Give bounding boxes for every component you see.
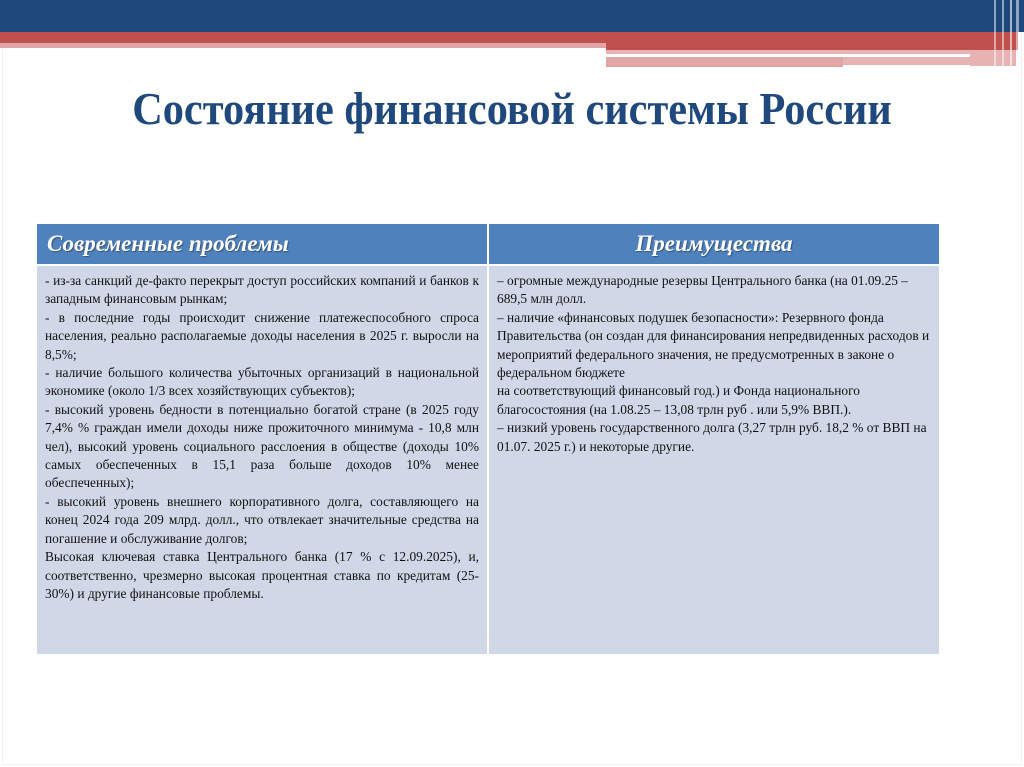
slide-title: Состояние финансовой системы России	[132, 83, 892, 134]
problem-item: - высокий уровень внешнего корпоративного долга, составляющего на конец 2024 года 209 млрд. долл., что отвлекает значительные средства на погашение и обслуживание долгов;	[45, 493, 479, 546]
problem-item: - наличие большого количества убыточных организаций в национальной экономике (около 1/3 всех хозяйствующих субъектов);	[45, 365, 479, 399]
advantage-item: – огромные международные резервы Центрального банка (на 01.09.25 – 689,5 млн долл.	[497, 273, 908, 307]
comparison-table	[35, 222, 941, 656]
advantage-item: – наличие «финансовых подушек безопасности»: Резервного фонда Правительства (он создан для финансирования непредвиденных расходов и мероприятий федерального значения, не предусмотренных в законе о федеральном бюджете	[497, 309, 930, 381]
problem-item: - из-за санкций де-факто перекрыт доступ российских компаний и банков к западным финансовым рынкам;	[45, 273, 479, 307]
problem-item: Высокая ключевая ставка Центрального банка (17 % с 12.09.2025), и, соответственно, чрезмерно высокая процентная ставка по кредитам (25-30%) и другие финансовые проблемы.	[45, 549, 479, 601]
advantage-item: на соответствующий финансовый год.) и Фонда национального благосостояния (на 1.08.25 – 13,08 трлн руб . или 5,9% ВВП.).	[497, 383, 860, 417]
problem-item: - высокий уровень бедности в потенциально богатой стране (в 2025 году 7,4% % граждан имели доходы ниже прожиточного минимума - 10,8 млн чел), высокий уровень социального расслоения в обществе (доходы 10% самых обеспеченных в 15,1 раза больше доходов 10% менее обеспеченных);	[45, 401, 479, 491]
header-advantages: Преимущества	[488, 223, 940, 265]
advantages-cell	[488, 265, 940, 655]
advantage-item: – низкий уровень государственного долга (3,27 трлн руб. 18,2 % от ВВП на 01.07. 2025 г.) и некоторые другие.	[497, 420, 927, 454]
problem-item: - в последние годы происходит снижение платежеспособного спроса населения, реально располагаемые доходы населения в 2025 г. выросли на 8,5%;	[45, 309, 479, 362]
header-problems: Современные проблемы	[36, 223, 488, 265]
problems-cell	[36, 265, 488, 655]
